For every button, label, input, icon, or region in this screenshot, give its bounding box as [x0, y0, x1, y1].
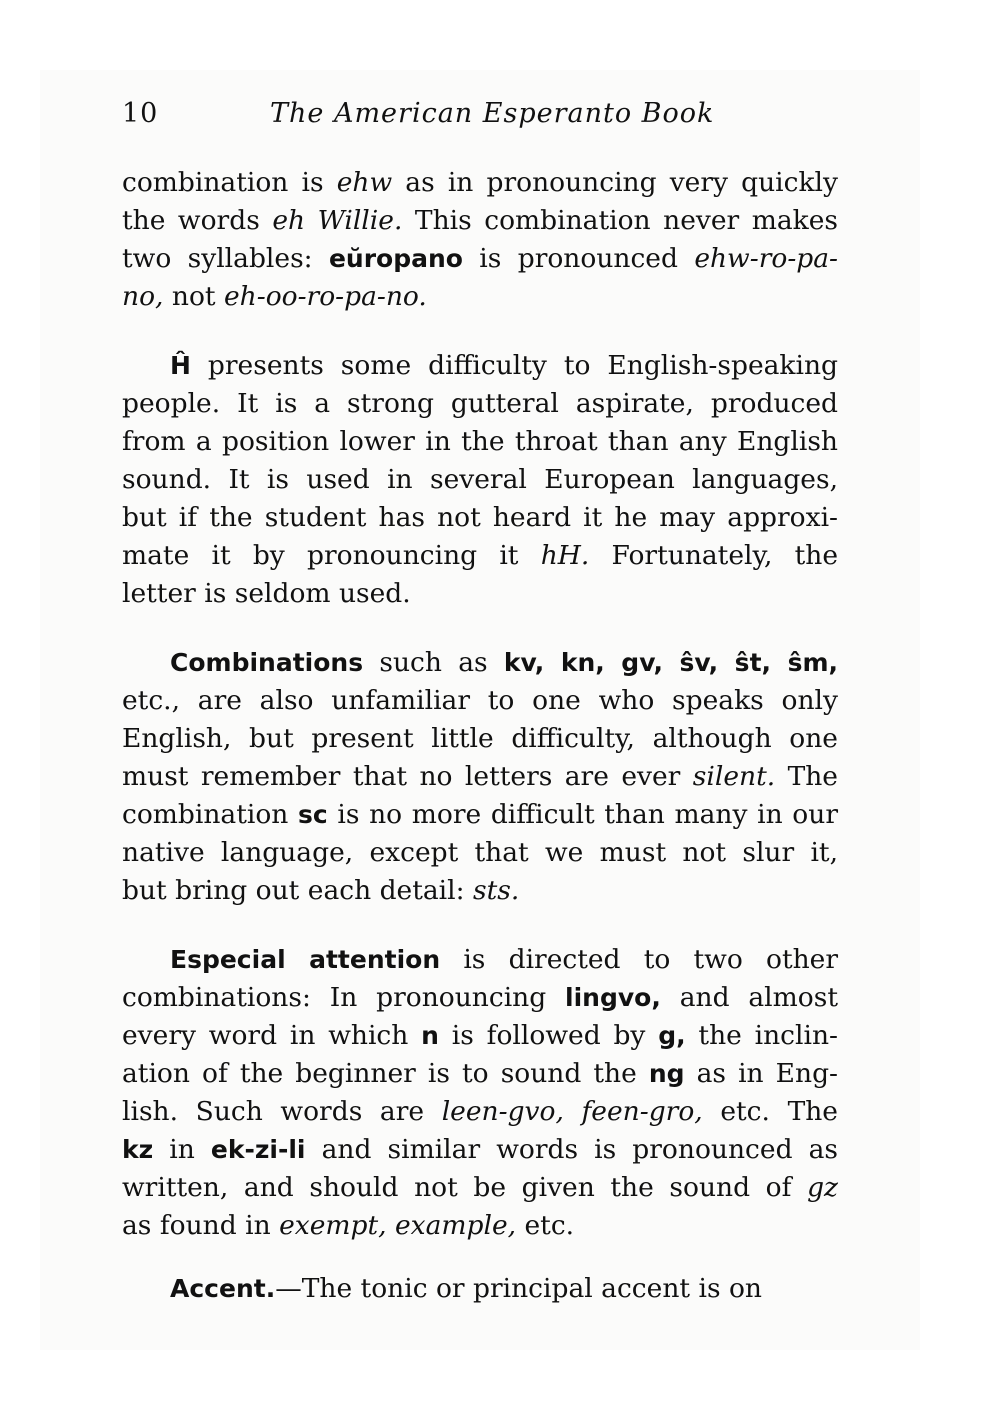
italic-text: no, — [122, 281, 164, 312]
text-line — [122, 720, 838, 758]
text-run: but if the student has not heard it he may approxi- — [122, 502, 838, 533]
text-run: This combination never makes — [402, 205, 838, 236]
text-run: written, and should not be given the sound of — [122, 1172, 808, 1203]
text-line — [122, 1169, 838, 1207]
running-title: The American Esperanto Book — [270, 98, 715, 129]
bold-term: lingvo, — [565, 983, 661, 1012]
text-run: Fortunately, the — [589, 540, 838, 571]
text-run: and almost — [660, 982, 838, 1013]
text-run: etc., are also unfamiliar to one who speaks only — [122, 685, 838, 716]
text-run: ation of the beginner is to sound the — [122, 1058, 649, 1089]
text-run: from a position lower in the throat than any English — [122, 426, 838, 457]
text-run: such as — [363, 647, 504, 678]
bold-term: kz — [122, 1135, 154, 1164]
text-run: is pronounced — [462, 243, 695, 274]
text-run: native language, except that we must not slur it, — [122, 837, 838, 868]
text-run: etc. — [516, 1210, 575, 1241]
italic-text: gz — [807, 1172, 838, 1203]
text-line — [122, 240, 838, 278]
text-run: lish. Such words are — [122, 1096, 442, 1127]
text-line — [122, 1093, 838, 1131]
text-run: combination is — [122, 167, 337, 198]
paragraph-accent — [122, 1270, 838, 1308]
text-run: the words — [122, 205, 273, 236]
bold-term: Accent. — [170, 1274, 276, 1303]
text-run: as in Eng- — [684, 1058, 838, 1089]
text-run: sound. It is used in several European languages, — [122, 464, 838, 495]
text-line — [122, 1017, 838, 1055]
bold-term: Especial attention — [170, 945, 441, 974]
text-run: every word in which — [122, 1020, 422, 1051]
text-line — [122, 499, 838, 537]
text-run: the inclin- — [685, 1020, 838, 1051]
text-line — [122, 347, 838, 385]
italic-text: ehw-ro-pa- — [694, 243, 838, 274]
text-line — [122, 461, 838, 499]
text-line — [122, 1131, 838, 1169]
text-line — [122, 758, 838, 796]
text-run: —The tonic or principal accent is on — [275, 1273, 762, 1304]
paragraph-especial-attention — [122, 941, 838, 1245]
bold-term: ng — [648, 1059, 685, 1088]
paragraph-combinations — [122, 644, 838, 910]
text-run: must remember that no letters are ever — [122, 761, 693, 792]
bold-term: sc — [298, 800, 328, 829]
text-line — [122, 834, 838, 872]
text-run: as found in — [122, 1210, 280, 1241]
page-number: 10 — [122, 98, 159, 129]
text-line — [122, 1270, 838, 1308]
text-line — [122, 872, 838, 910]
text-run: combination — [122, 799, 299, 830]
italic-text: ehw — [336, 167, 393, 198]
text-line — [122, 796, 838, 834]
italic-text: eh Willie. — [272, 205, 403, 236]
text-run: presents some difficulty to English-speaking — [190, 350, 838, 381]
text-run: but bring out each detail: — [122, 875, 473, 906]
text-run: etc. The — [702, 1096, 838, 1127]
text-line — [122, 941, 838, 979]
bold-term: ek-zi-li — [210, 1135, 306, 1164]
bold-term: kv, kn, gv, ŝv, ŝt, ŝm, — [503, 648, 838, 677]
paragraph-h-circumflex — [122, 347, 838, 613]
text-run: is directed to two other — [440, 944, 839, 975]
text-line — [122, 1207, 838, 1245]
text-run: letter is seldom used. — [122, 578, 411, 609]
text-run: people. It is a strong gutteral aspirate, produced — [122, 388, 838, 419]
text-line — [122, 423, 838, 461]
text-line — [122, 537, 838, 575]
text-run: is followed by — [438, 1020, 659, 1051]
italic-text: hH. — [540, 540, 590, 571]
text-run: as in pronouncing very quickly — [392, 167, 838, 198]
italic-text: sts. — [472, 875, 520, 906]
bold-term: n — [421, 1021, 439, 1050]
bold-term: eŭropano — [328, 244, 463, 273]
italic-text: leen-gvo, feen-gro, — [441, 1096, 703, 1127]
text-run: English, but present little difficulty, although one — [122, 723, 838, 754]
text-run: is no more difficult than many in our — [327, 799, 838, 830]
bold-term: g, — [658, 1021, 686, 1050]
text-run: two syllables: — [122, 243, 329, 274]
text-line — [122, 164, 838, 202]
italic-text: eh-oo-ro-pa-no. — [223, 281, 427, 312]
text-line — [122, 278, 838, 316]
text-run: mate it by pronouncing it — [122, 540, 541, 571]
paragraph-europano — [122, 164, 838, 316]
running-header — [122, 98, 838, 134]
text-run: in — [153, 1134, 211, 1165]
bold-term: Ĥ — [170, 351, 191, 380]
text-line — [122, 1055, 838, 1093]
text-run: combinations: In pronouncing — [122, 982, 566, 1013]
text-line — [122, 682, 838, 720]
text-line — [122, 202, 838, 240]
text-line — [122, 979, 838, 1017]
bold-term: Combinations — [170, 648, 364, 677]
italic-text: exempt, example, — [279, 1210, 517, 1241]
italic-text: silent. — [692, 761, 776, 792]
text-run: The — [775, 761, 838, 792]
text-line — [122, 644, 838, 682]
text-line — [122, 575, 838, 613]
text-line — [122, 385, 838, 423]
text-run: not — [163, 281, 224, 312]
text-run: and similar words is pronounced as — [305, 1134, 839, 1165]
